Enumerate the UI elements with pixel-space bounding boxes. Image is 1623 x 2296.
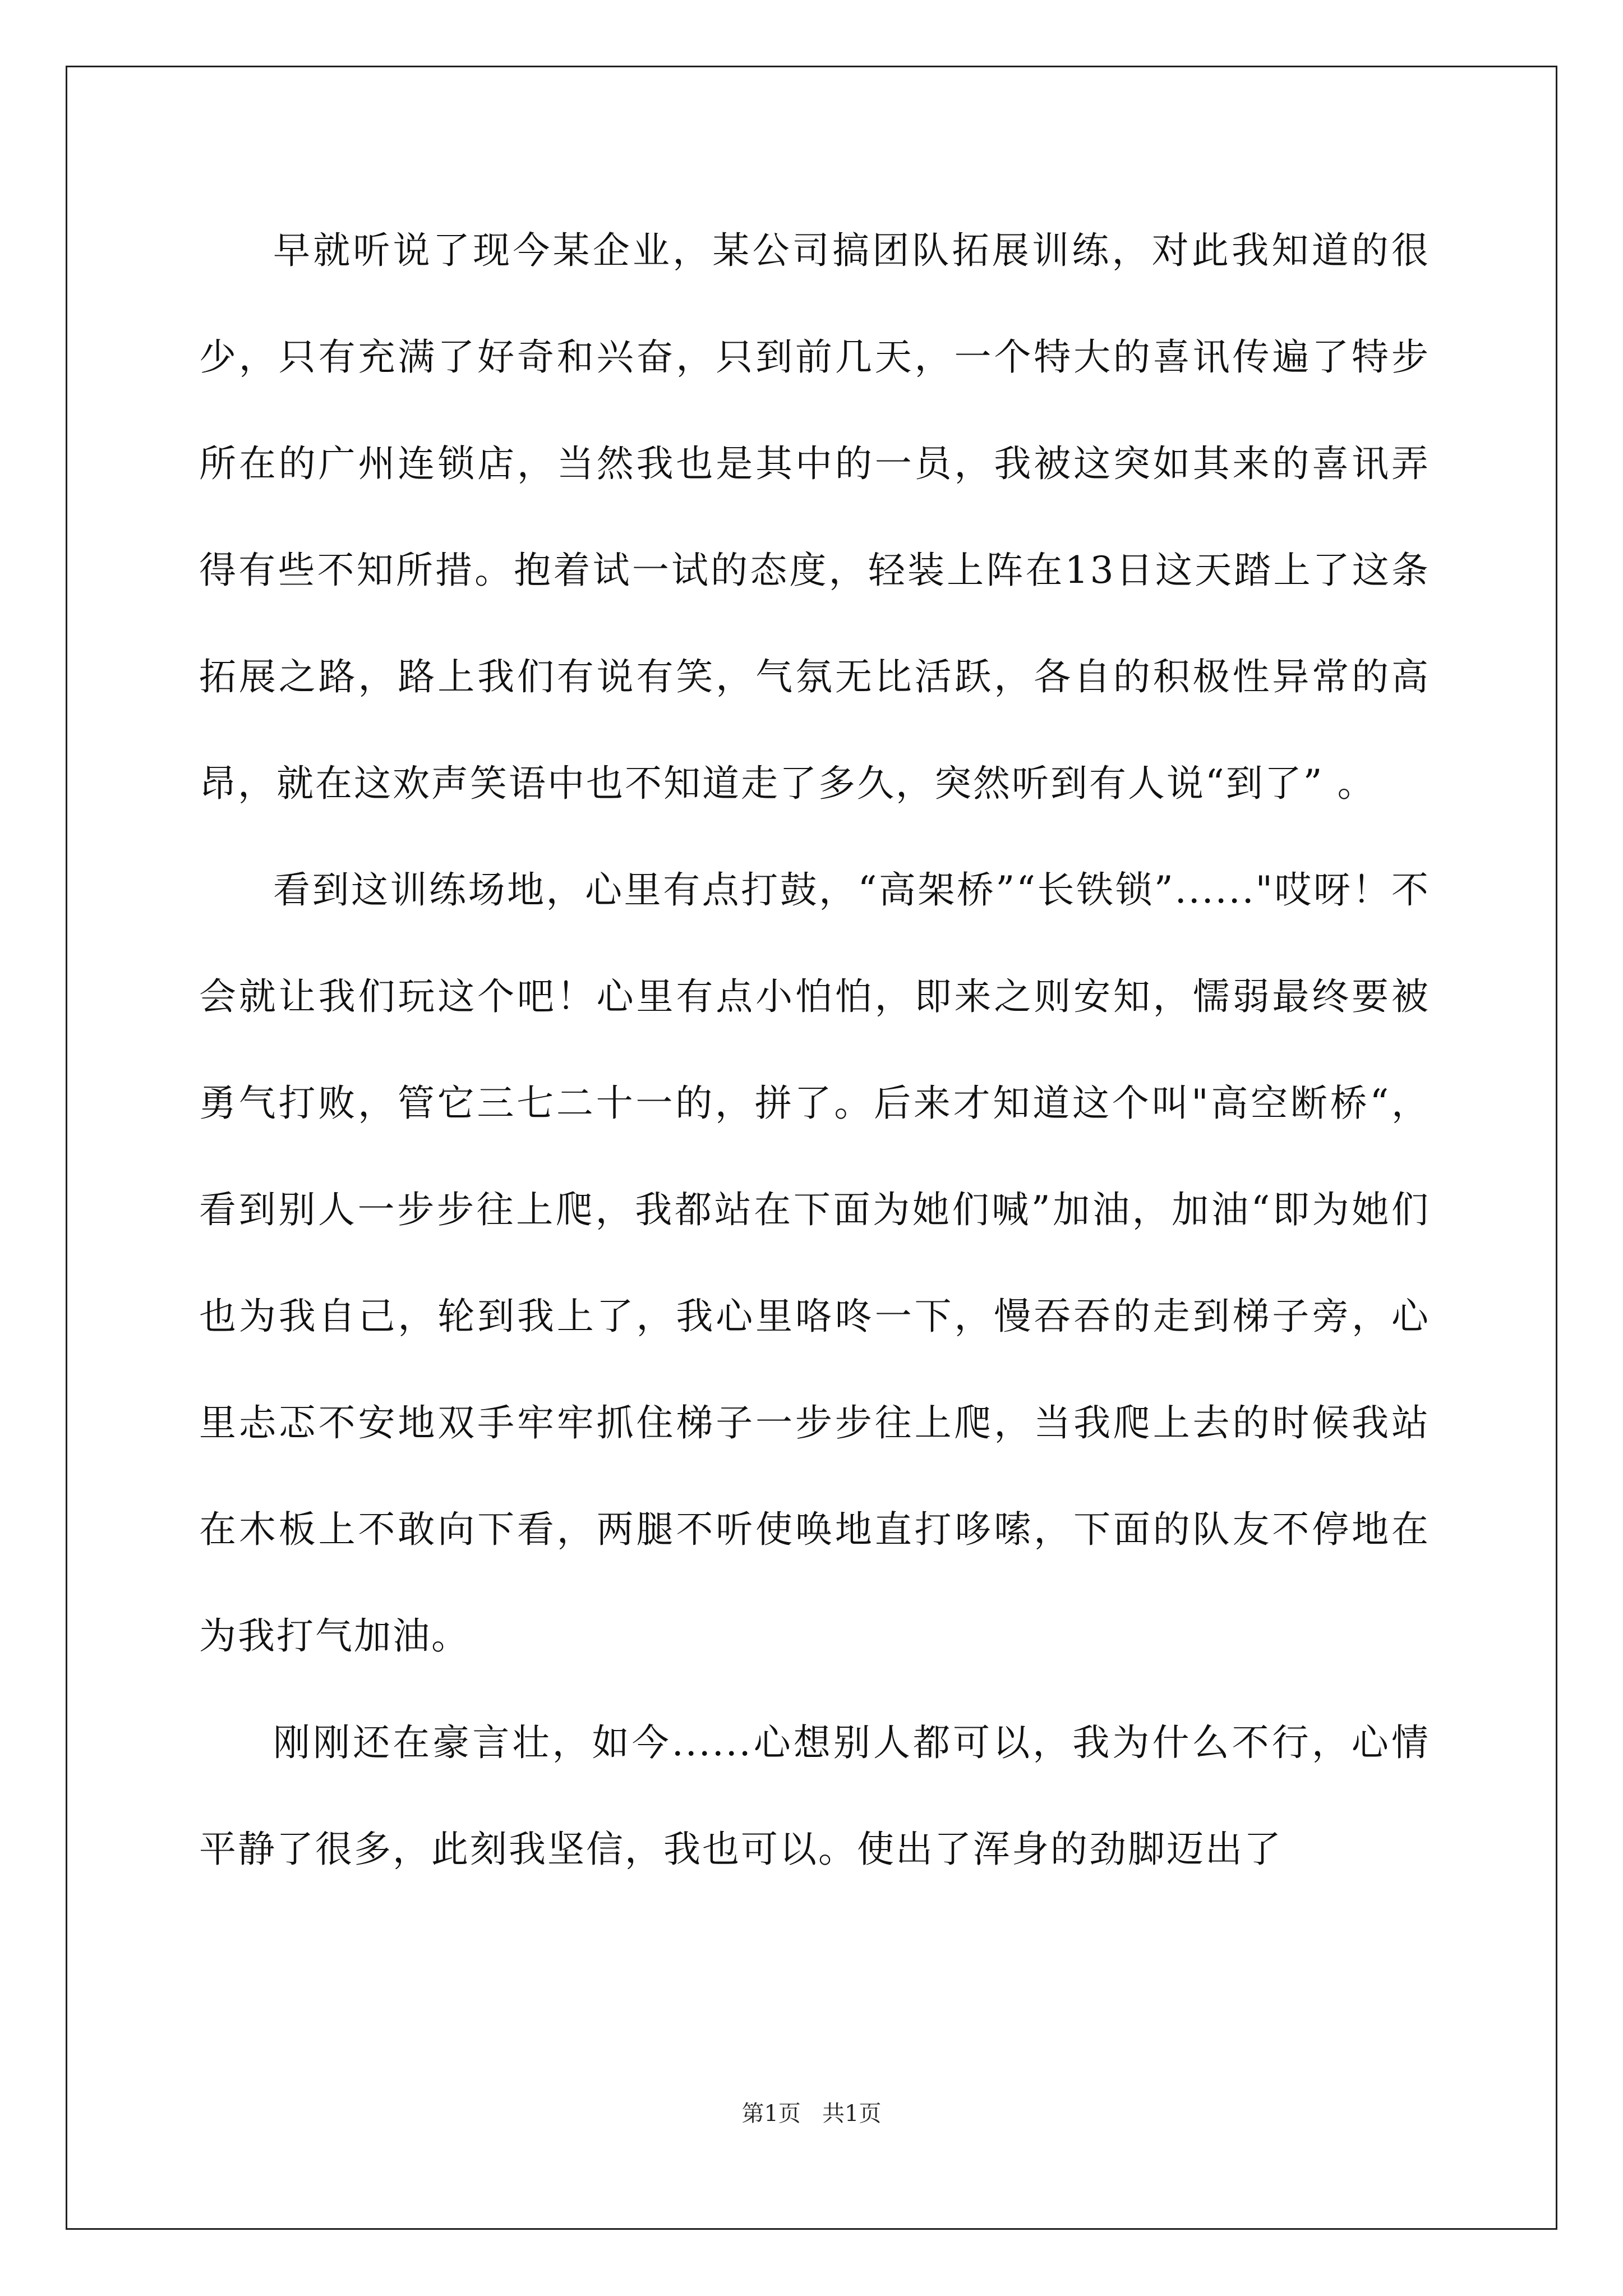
paragraph-3: 刚刚还在豪言壮，如今......心想别人都可以，我为什么不行，心情平静了很多，此刻我坚信，我也可以。使出了浑身的劲脚迈出了 — [199, 1721, 1430, 1871]
paragraph-2: 看到这训练场地，心里有点打鼓，“高架桥”“长铁锁”......"哎呀！不会就让我们玩这个吧！心里有点小怕怕，即来之则安知，懦弱最终要被勇气打败，管它三七二十一的，拼了。后来才知道这个叫"高空断桥“，看到别人一步步往上爬，我都站在下面为她们喊”加油，加油“即为她们也为我自己，轮到我上了，我心里咯咚一下，慢吞吞的走到梯子旁，心里忐忑不安地双手牢牢抓住梯子一步步往上爬，当我爬上去的时候我站在木板上不敢向下看，两腿不听使唤地直打哆嗦，下面的队友不停地在为我打气加油。 — [199, 868, 1430, 1658]
document-body — [199, 197, 1430, 1903]
paragraph-1: 早就听说了现今某企业，某公司搞团队拓展训练，对此我知道的很少，只有充满了好奇和兴奋，只到前几天，一个特大的喜讯传遍了特步所在的广州连锁店，当然我也是其中的一员，我被这突如其来的喜讯弄得有些不知所措。抱着试一试的态度，轻装上阵在13日这天踏上了这条拓展之路，路上我们有说有笑，气氛无比活跃，各自的积极性异常的高昂，就在这欢声笑语中也不知道走了多久，突然听到有人说“到了” 。 — [199, 229, 1430, 805]
page-number-footer: 第1页 共1页 — [741, 2101, 882, 2127]
